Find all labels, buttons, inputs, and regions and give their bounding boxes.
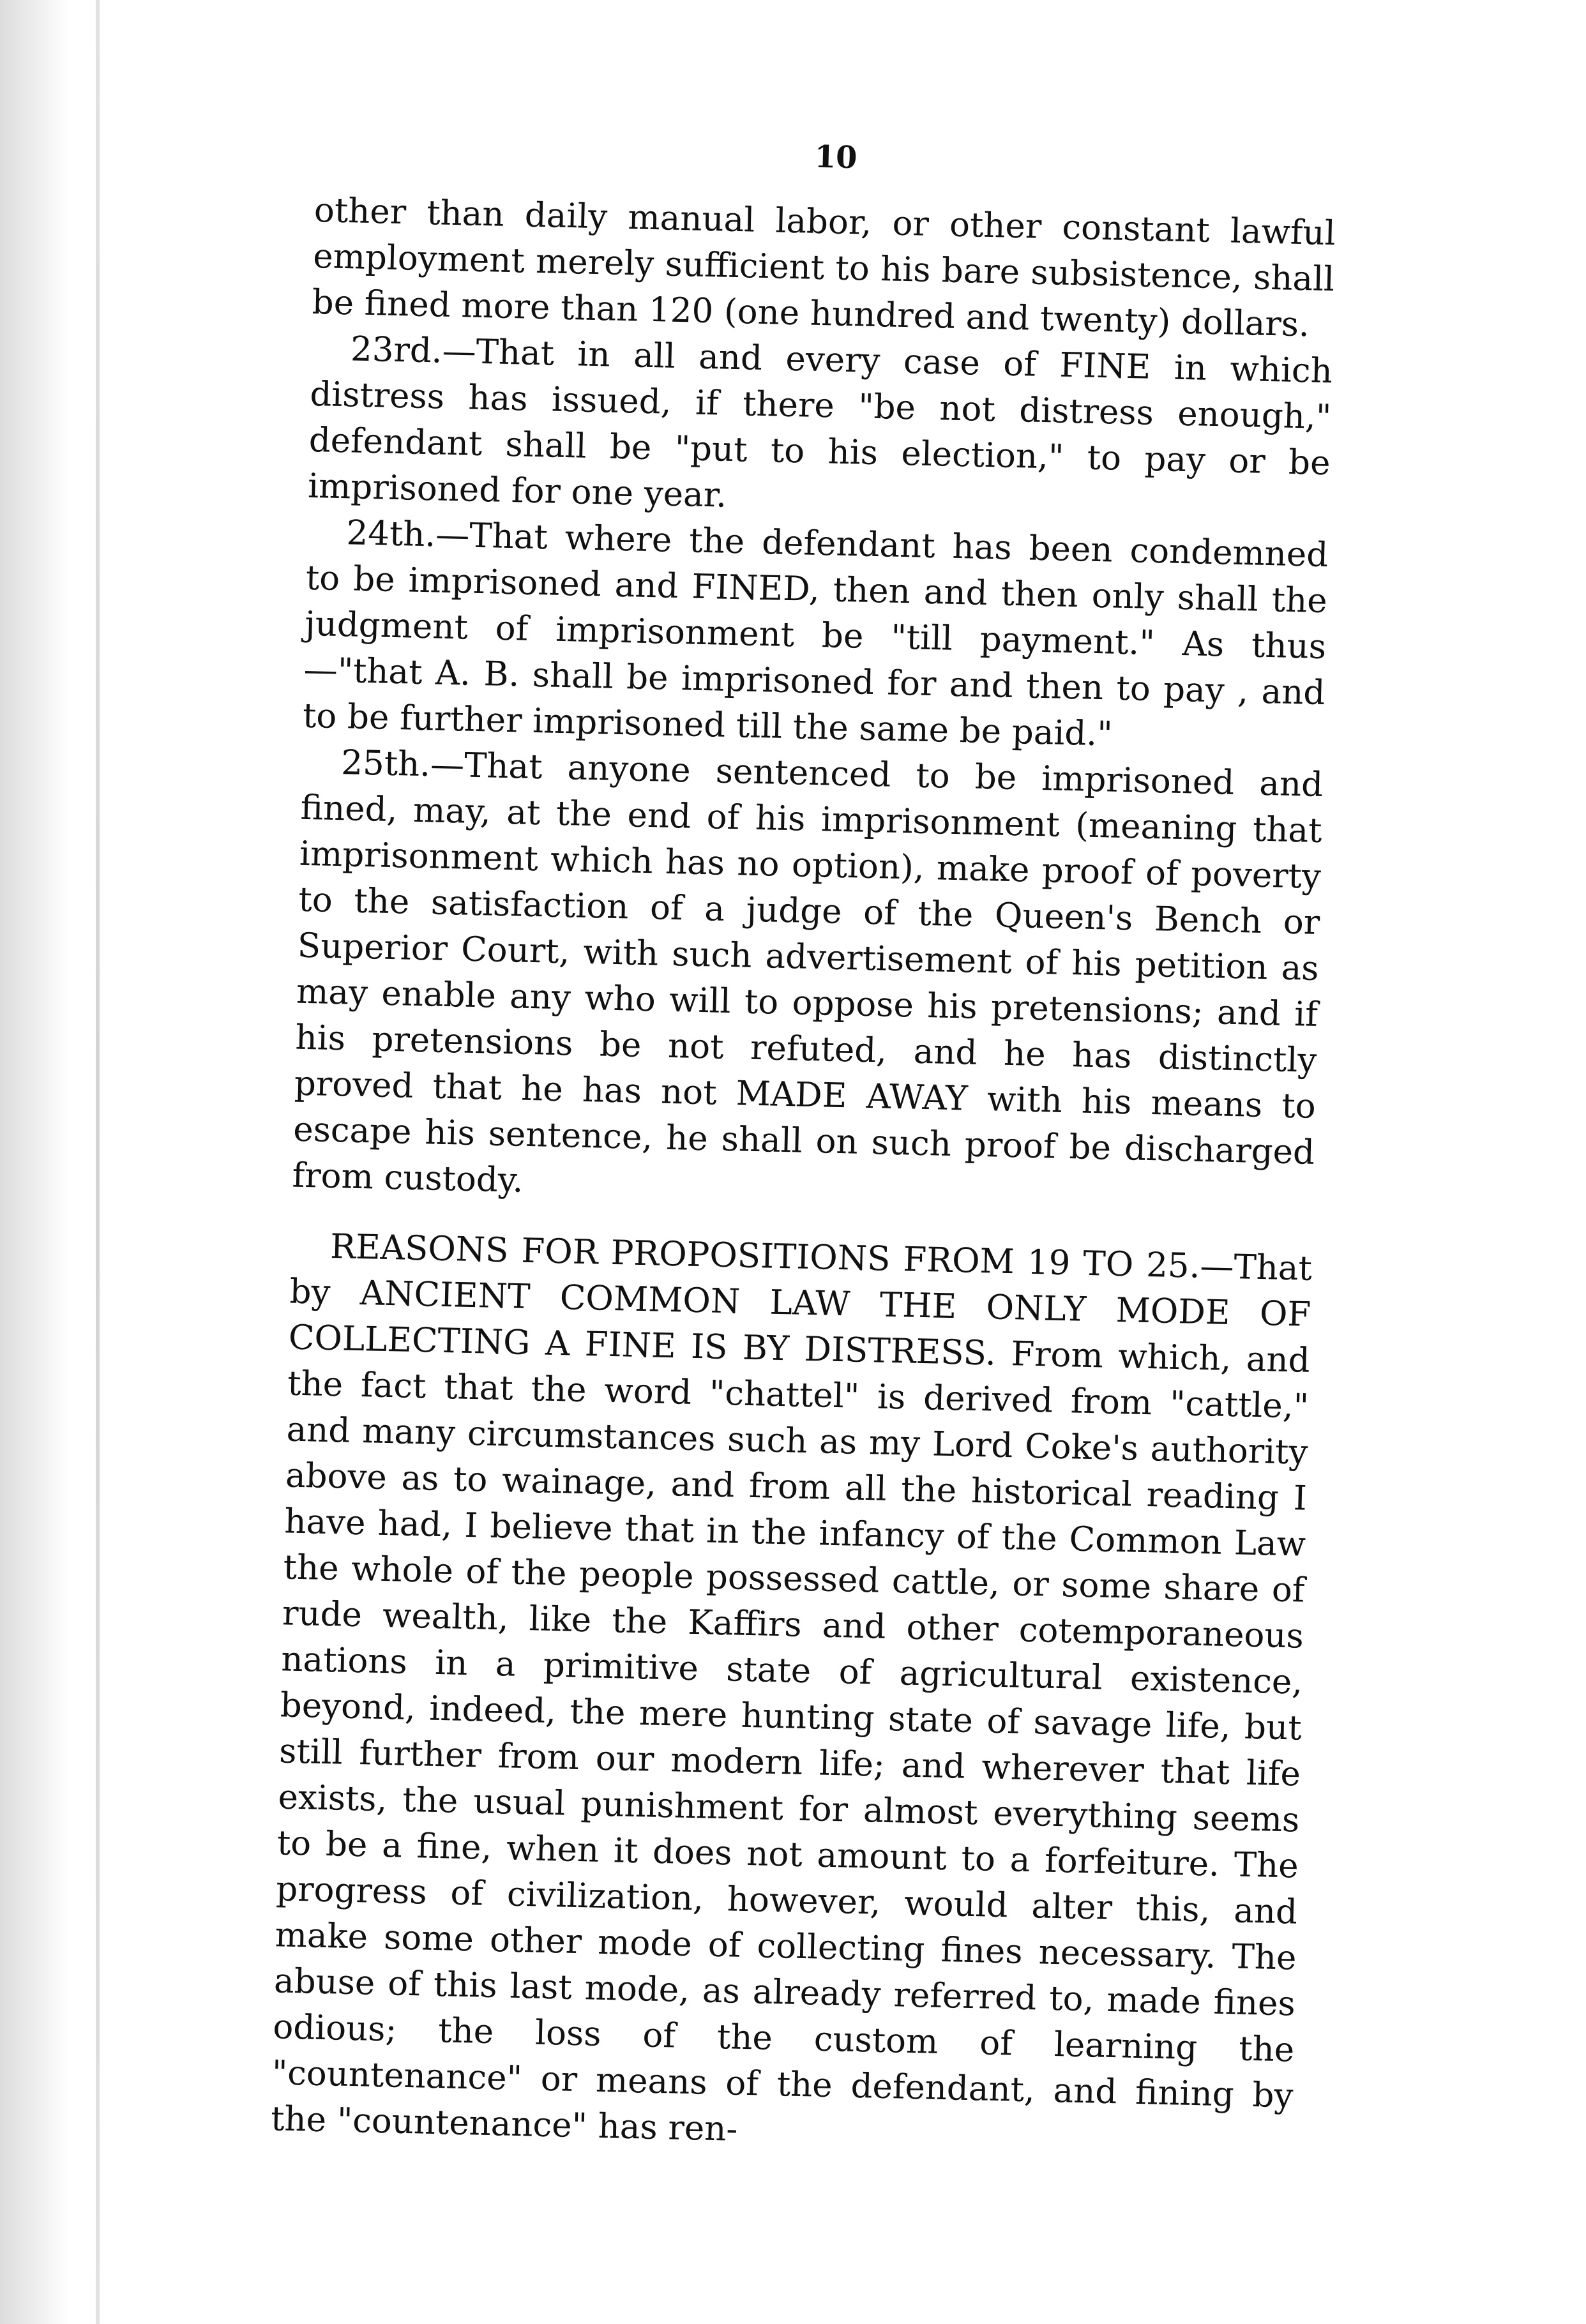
- left-binding-edge: [96, 0, 100, 2324]
- book-page: [270, 128, 1337, 2165]
- paragraph-23rd: 23rd.—That in all and every case of FINE in which distress has issued, if there "be not distress enough," defendant shall be "put to his election," to pay or be imprisoned for one year.: [307, 329, 1333, 515]
- left-binding-shadow: [0, 0, 70, 2324]
- paragraph-continuation: other than daily manual labor, or other constant lawful employment merely sufficient to his bare subsistence, shall be fined more than 120 (one hundred and twenty) dollars.: [312, 190, 1336, 345]
- paragraph-24th: 24th.—That where the defendant has been condemned to be imprisoned and FINED, then and then only shall the judgment of imprisonment be "till payment." As thus—"that A. B. shall be imprisoned for and then to pay , and to be further imprisoned till the same be paid.": [302, 513, 1329, 754]
- paragraph-reasons: REASONS FOR PROPOSITIONS FROM 19 TO 25.—That by ANCIENT COMMON LAW THE ONLY MODE OF COLLECTING A FINE IS BY DISTRESS. From which, and the fact that the word "chattel" is derived from "cattle," and many circumstances such as my Lord Coke's authority above as to wainage, and from all the historical reading I have had, I believe that in the infancy of the Common Law the whole of the people possessed cattle, or some share of rude wealth, like the Kaffirs and other cotemporaneous nations in a primitive state of agricultural existence, beyond, indeed, the mere hunting state of savage life, but still further from our modern life; and wherever that life exists, the usual punishment for almost everything seems to be a fine, when it does not amount to a forfeiture. The progress of civilization, however, would alter this, and make some other mode of collecting fines necessary. The abuse of this last mode, as already referred to, made fines odious; the loss of the custom of learning the "countenance" or means of the defendant, and fining by the "countenance" has ren-: [270, 1226, 1313, 2149]
- paragraph-25th: 25th.—That anyone sentenced to be imprisoned and fined, may, at the end of his imprisonment (meaning that imprisonment which has no option), make proof of poverty to the satisfaction of a judge of the Queen's Bench or Superior Court, with such advertisement of his petition as may enable any who will to oppose his pretensions; and if his pretensions be not refuted, and he has distinctly proved that he has not MADE AWAY with his means to escape his sentence, he shall on such proof be discharged from custody.: [292, 743, 1324, 1200]
- page-number: 10: [814, 139, 858, 176]
